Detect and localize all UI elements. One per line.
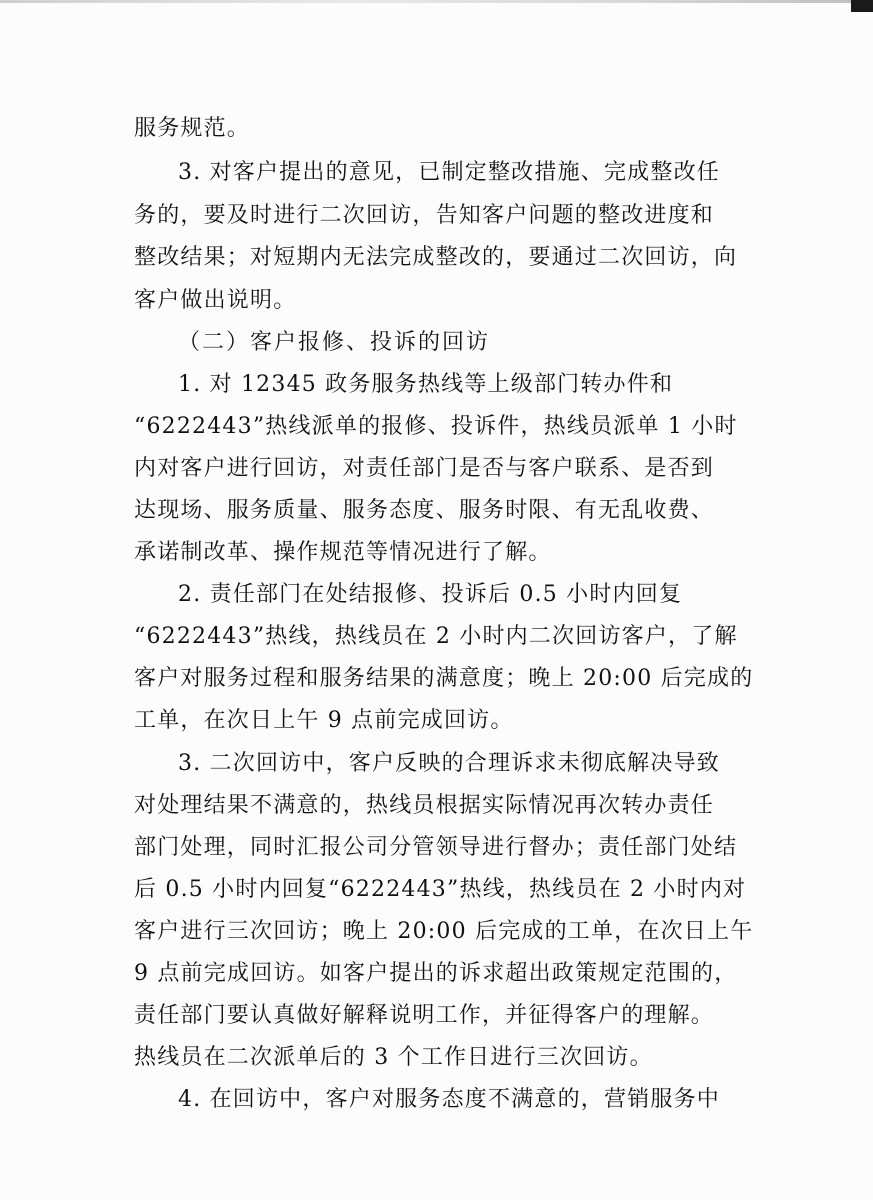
text-line: 2. 责任部门在处结报修、投诉后 0.5 小时内回复 — [178, 582, 683, 607]
text-line: 客户对服务过程和服务结果的满意度；晚上 20:00 后完成的 — [134, 666, 754, 691]
text-line: 务的，要及时进行二次回访，告知客户问题的整改进度和 — [134, 203, 715, 228]
text-line: 1. 对 12345 政务服务热线等上级部门转办件和 — [178, 372, 674, 397]
text-line: “6222443”热线派单的报修、投诉件，热线员派单 1 小时 — [134, 414, 738, 439]
text-line: 3. 二次回访中，客户反映的合理诉求未彻底解决导致 — [178, 751, 720, 776]
text-line: 整改结果；对短期内无法完成整改的，要通过二次回访，向 — [134, 245, 738, 270]
text-line: 3. 对客户提出的意见，已制定整改措施、完成整改任 — [178, 160, 720, 185]
text-line: 后 0.5 小时内回复“6222443”热线，热线员在 2 小时内对 — [134, 877, 747, 902]
text-line: 客户做出说明。 — [134, 288, 297, 313]
text-line: 部门处理，同时汇报公司分管领导进行督办；责任部门处结 — [134, 835, 738, 860]
scan-top-edge — [0, 0, 873, 3]
text-line: 对处理结果不满意的，热线员根据实际情况再次转办责任 — [134, 793, 715, 818]
text-line: 工单，在次日上午 9 点前完成回访。 — [134, 708, 514, 733]
text-line: 达现场、服务质量、服务态度、服务时限、有无乱收费、 — [134, 498, 715, 523]
text-line: 承诺制改革、操作规范等情况进行了解。 — [134, 540, 552, 565]
text-line: 客户进行三次回访；晚上 20:00 后完成的工单，在次日上午 — [134, 919, 754, 944]
text-line: 服务规范。 — [134, 116, 251, 141]
text-line: “6222443”热线，热线员在 2 小时内二次回访客户，了解 — [134, 624, 738, 649]
scan-corner-mark — [851, 0, 873, 12]
text-line: 9 点前完成回访。如客户提出的诉求超出政策规定范围的， — [134, 961, 738, 986]
section-heading: （二）客户报修、投诉的回访 — [178, 330, 491, 355]
text-line: 责任部门要认真做好解释说明工作，并征得客户的理解。 — [134, 1003, 715, 1028]
text-line: 内对客户进行回访，对责任部门是否与客户联系、是否到 — [134, 456, 715, 481]
text-line: 4. 在回访中，客户对服务态度不满意的，营销服务中 — [178, 1087, 720, 1112]
text-line: 热线员在二次派单后的 3 个工作日进行三次回访。 — [134, 1045, 653, 1070]
